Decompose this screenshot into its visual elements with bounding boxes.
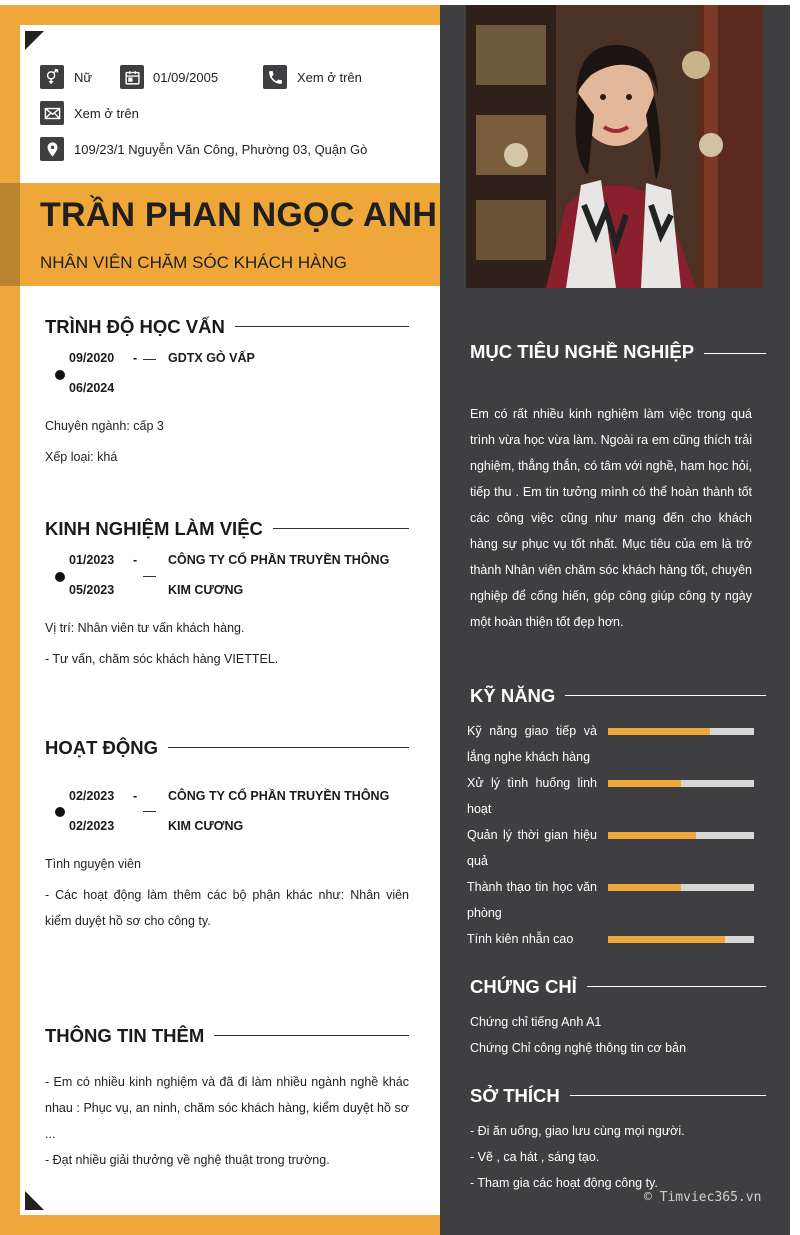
skill-label: Kỹ năng giao tiếp và lắng nghe khách hàng [467, 724, 597, 764]
calendar-icon [120, 65, 144, 89]
timeline-dot [55, 807, 65, 817]
phone-icon [263, 65, 287, 89]
hobbies-heading: SỞ THÍCH [470, 1085, 570, 1107]
skill-label: Quản lý thời gian hiệu quả [467, 828, 597, 868]
activities-heading: HOẠT ĐỘNG [45, 737, 168, 759]
skill-bar [608, 884, 754, 891]
company-name: CÔNG TY CỔ PHẦN TRUYỀN THÔNG KIM CƯƠNG [168, 553, 390, 597]
education-major: Chuyên ngành: cấp 3 [45, 419, 164, 433]
hobbies-heading-line [566, 1095, 766, 1096]
objective-heading: MỤC TIÊU NGHỀ NGHIỆP [470, 341, 704, 363]
email-icon [40, 101, 64, 125]
date-separator [143, 576, 156, 577]
skills-heading-line [562, 695, 766, 696]
profile-photo-illustration [466, 5, 763, 288]
activity-description: - Các hoạt động làm thêm các bộ phận khác như: Nhân viên kiểm duyệt hồ sơ cho công ty. [45, 888, 409, 928]
certificate-item: Chứng Chỉ công nghệ thông tin cơ bản [470, 1041, 687, 1055]
certificate-item: Chứng chỉ tiếng Anh A1 [470, 1015, 602, 1029]
hobby-item: - Vẽ , ca hát , sáng tạo. [470, 1150, 600, 1164]
experience-end-date: 05/2023 [69, 583, 115, 597]
experience-position: Vị trí: Nhân viên tư vấn khách hàng. [45, 621, 245, 635]
gender-icon [40, 65, 64, 89]
birthday-value: 01/09/2005 [153, 70, 219, 85]
education-heading-line [230, 326, 409, 327]
activity-end-date: 02/2023 [69, 819, 115, 833]
activity-start-date: 02/2023 [69, 789, 115, 803]
skill-bar [608, 936, 754, 943]
activity-organization: CÔNG TY CỔ PHẦN TRUYỀN THÔNG KIM CƯƠNG [168, 789, 390, 833]
certificates-heading: CHỨNG CHỈ [470, 976, 587, 998]
address-value: 109/23/1 Nguyễn Văn Công, Phường 03, Quận Gò [74, 142, 368, 157]
skill-bar [608, 728, 754, 735]
additional-line-2: - Đạt nhiều giải thưởng về nghệ thuật trong trường. [45, 1153, 330, 1167]
timeline-dot [55, 572, 65, 582]
experience-heading-line [267, 528, 409, 529]
profile-photo [466, 5, 763, 288]
additional-heading-line [211, 1035, 409, 1036]
timeline-dot [55, 370, 65, 380]
objective-text: Em có rất nhiều kinh nghiệm làm việc trong quá trình vừa học vừa làm. Ngoài ra em cũng thích trải nghiệm, thẳng thắn, có tâm với nghề, ham học hỏi, tiếp thu . Em tin tưởng mình có thể hoàn thành tốt các công việc cũng như mang đến cho khách hàng sự phục vụ tốt nhất. Mục tiêu của em là trở thành Nhân viên chăm sóc khách hàng tốt, chuyên nghiệp để cống hiến, góp công giúp công ty ngày một hoàn thiện tốt đẹp hơn. [470, 407, 752, 629]
candidate-name: TRẦN PHAN NGỌC ANH [40, 196, 438, 234]
hobby-item: - Tham gia các hoạt động công ty. [470, 1176, 658, 1190]
experience-heading: KINH NGHIỆM LÀM VIỆC [45, 518, 273, 540]
activity-role: Tình nguyện viên [45, 857, 141, 871]
skill-bar-fill [608, 884, 681, 891]
date-separator [143, 359, 156, 360]
banner-tab-decoration [0, 183, 20, 286]
location-pin-icon [40, 137, 64, 161]
corner-decoration-top [25, 31, 44, 50]
phone-value: Xem ở trên [297, 70, 362, 85]
email-value: Xem ở trên [74, 106, 139, 121]
skill-bar-fill [608, 728, 710, 735]
watermark: © Timviec365.vn [644, 1190, 762, 1205]
skill-bar-fill [608, 832, 696, 839]
hobby-item: - Đi ăn uống, giao lưu cùng mọi người. [470, 1124, 685, 1138]
skill-bar-fill [608, 780, 681, 787]
activities-heading-line [162, 747, 409, 748]
skill-bar [608, 780, 754, 787]
skill-bar-fill [608, 936, 725, 943]
certificates-heading-line [583, 986, 766, 987]
education-rank: Xếp loại: khá [45, 450, 118, 464]
skill-bar [608, 832, 754, 839]
additional-line-1: - Em có nhiều kinh nghiệm và đã đi làm nhiều ngành nghề khác nhau : Phục vụ, an ninh, chăm sóc khách hàng, kiểm duyệt hồ sơ ... [45, 1075, 409, 1141]
additional-heading: THÔNG TIN THÊM [45, 1025, 214, 1047]
education-end-date: 06/2024 [69, 381, 115, 395]
school-name: GDTX GÒ VẤP [168, 351, 255, 365]
date-dash: - [133, 553, 138, 567]
experience-start-date: 01/2023 [69, 553, 115, 567]
skill-label: Tính kiên nhẫn cao [467, 932, 574, 946]
objective-heading-line [696, 353, 766, 354]
education-heading: TRÌNH ĐỘ HỌC VẤN [45, 316, 235, 338]
job-title: NHÂN VIÊN CHĂM SÓC KHÁCH HÀNG [40, 253, 347, 272]
date-dash: - [133, 789, 138, 803]
education-start-date: 09/2020 [69, 351, 115, 365]
skill-label: Thành thạo tin học văn phòng [467, 880, 597, 920]
date-separator [143, 811, 156, 812]
corner-decoration-bottom [25, 1191, 44, 1210]
gender-value: Nữ [74, 70, 93, 85]
date-dash: - [133, 351, 138, 365]
experience-description: - Tư vấn, chăm sóc khách hàng VIETTEL. [45, 652, 279, 666]
skills-heading: KỸ NĂNG [470, 685, 565, 707]
skill-label: Xử lý tình huống linh hoạt [467, 776, 597, 816]
